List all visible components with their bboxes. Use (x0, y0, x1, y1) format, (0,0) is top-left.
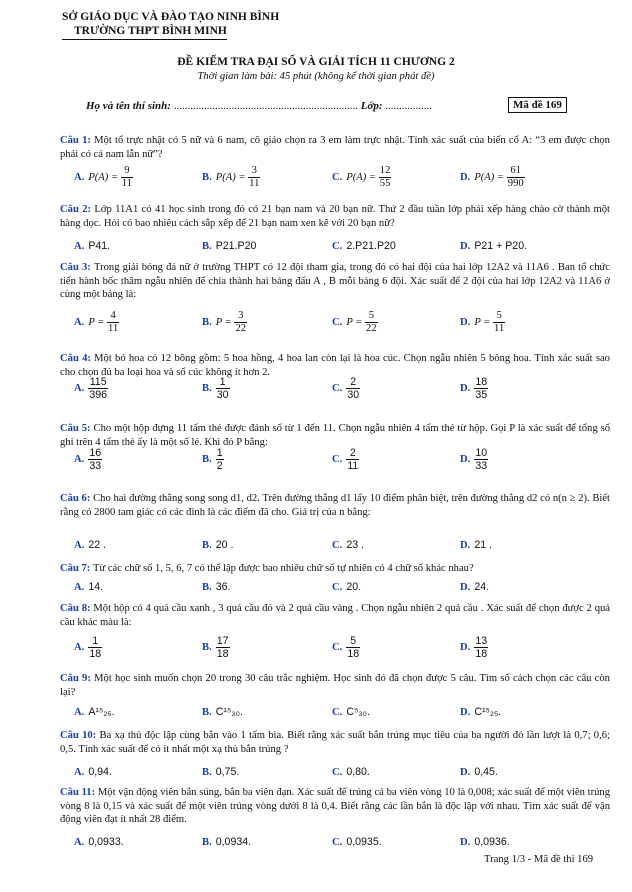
option-label: A. (74, 382, 85, 394)
answer-option-c[interactable] (332, 310, 378, 335)
option-label: A. (74, 837, 85, 848)
answer-option-a[interactable] (74, 376, 108, 401)
option-text: C⁵₃₀. (346, 706, 371, 718)
option-label: A. (74, 767, 85, 778)
fraction (474, 635, 488, 660)
answer-option-d[interactable] (460, 165, 525, 190)
option-label: B. (202, 837, 212, 848)
answer-options (60, 165, 610, 190)
fraction (493, 310, 505, 335)
option-label: D. (460, 641, 471, 653)
numerator: 1 (216, 447, 223, 459)
option-label: D. (460, 382, 471, 394)
option-label: C. (332, 707, 343, 718)
option-label: D. (460, 837, 471, 848)
question-number: Câu 7: (60, 563, 93, 574)
answer-options (60, 230, 610, 252)
option-prefix: P(A) = (346, 171, 379, 183)
name-field: ................................................................... (173, 100, 358, 112)
option-text: P21 + P20. (474, 240, 528, 252)
school-name: TRƯỜNG THPT BÌNH MINH (62, 24, 227, 40)
option-label: A. (74, 171, 85, 183)
answer-option-a[interactable] (74, 706, 115, 718)
denominator: 30 (216, 389, 229, 401)
denominator: 11 (347, 460, 359, 472)
fraction (234, 310, 247, 335)
numerator: 2 (350, 376, 357, 388)
question-number: Câu 1: (60, 135, 95, 146)
option-label: D. (460, 767, 471, 778)
numerator: 3 (238, 310, 244, 321)
answer-option-a[interactable] (74, 447, 102, 472)
question-8 (60, 602, 610, 629)
option-label: B. (202, 316, 212, 328)
question-number: Câu 5: (60, 423, 94, 434)
option-text: 0,0934. (215, 836, 252, 848)
class-label: Lớp: (360, 100, 383, 112)
option-text: 0,0936. (474, 836, 510, 848)
answer-option-c[interactable] (332, 635, 360, 660)
question-text: Cho một hộp đựng 11 tấm thẻ được đánh số từ 1 đến 11. Chọn ngẫu nhiên 4 tấm thẻ từ hộp. Gọi P là xác suất để tổng số ghi trên 4 tấm thẻ ấy là một số lẻ. Khi đó P bằng: (60, 423, 610, 448)
numerator: 10 (475, 447, 488, 459)
numerator: 1 (92, 635, 99, 647)
option-label: B. (202, 767, 212, 778)
option-label: A. (74, 540, 85, 551)
page-footer: Trang 1/3 - Mã đề thi 169 (484, 854, 594, 865)
answer-options (60, 310, 610, 335)
numerator: 115 (89, 376, 107, 388)
denominator: 55 (379, 178, 391, 189)
denominator: 990 (507, 178, 524, 189)
denominator: 11 (108, 323, 119, 334)
fraction (346, 447, 359, 472)
answer-options (60, 696, 610, 718)
answer-option-d[interactable] (460, 447, 488, 472)
option-text: 20 . (215, 539, 234, 551)
question-number: Câu 11: (60, 787, 98, 798)
option-label: D. (460, 582, 471, 593)
answer-option-d[interactable] (460, 310, 505, 335)
option-label: B. (202, 241, 212, 252)
denominator: 18 (347, 648, 360, 660)
numerator: 16 (89, 447, 102, 459)
denominator: 30 (347, 389, 360, 401)
answer-option-b[interactable] (202, 766, 239, 778)
answer-option-d[interactable] (460, 581, 489, 593)
answer-option-d[interactable] (460, 635, 488, 660)
option-label: B. (202, 453, 212, 465)
answer-option-a[interactable] (74, 240, 110, 252)
option-label: A. (74, 582, 85, 593)
answer-options (60, 529, 610, 551)
answer-option-b[interactable] (202, 376, 230, 401)
option-label: A. (74, 241, 85, 252)
option-text: 0,80. (346, 766, 370, 778)
question-11 (60, 786, 610, 827)
fraction (346, 376, 360, 401)
option-label: D. (460, 540, 471, 551)
numerator: 3 (251, 165, 257, 176)
question-text: Cho hai đường thẳng song song d1, d2. Trên đường thẳng d1 lấy 10 điểm phân biệt, trên đường thẳng d2 có n(n ≥ 2). Biết rằng có 2800 tam giác có các đỉnh là các điểm đã cho. Giá trị của n bằng: (60, 493, 610, 518)
denominator: 22 (366, 323, 377, 334)
option-label: C. (332, 641, 343, 653)
option-label: C. (332, 241, 343, 252)
answer-option-b[interactable] (202, 165, 260, 190)
answer-option-a[interactable] (74, 836, 124, 848)
option-label: C. (332, 171, 343, 183)
fraction (107, 310, 119, 335)
option-label: C. (332, 316, 343, 328)
exam-subtitle: Thời gian làm bài: 45 phút (không kể thời gian phát đề) (197, 71, 435, 82)
exam-title: ĐỀ KIỂM TRA ĐẠI SỐ VÀ GIẢI TÍCH 11 CHƯƠNG 2 (177, 56, 455, 68)
question-6 (60, 492, 610, 519)
header (62, 10, 279, 40)
answer-option-d[interactable] (460, 240, 527, 252)
option-label: B. (202, 582, 212, 593)
option-label: D. (460, 707, 471, 718)
option-label: A. (74, 707, 85, 718)
question-text: Trong giải bóng đá nữ ở trường THPT có 12 đội tham gia, trong đó có hai đội của hai lớp 12A2 và 11A6 . Ban tổ chức tiến hành bốc thăm ngẫu nhiên để chia thành hai bảng đấu A , B mỗi bảng 6 đội. Xác suất để 2 đội của hai lớp 12A2 và 11A6 ở cùng một bảng là: (60, 262, 611, 300)
answer-option-a[interactable] (74, 581, 103, 593)
numerator: 1 (219, 376, 226, 388)
fraction (248, 165, 260, 190)
option-label: C. (332, 767, 343, 778)
answer-option-a[interactable] (74, 165, 133, 190)
answer-option-a[interactable] (74, 539, 106, 551)
dept-name: SỞ GIÁO DỤC VÀ ĐÀO TẠO NINH BÌNH (62, 11, 280, 23)
denominator: 33 (475, 460, 488, 472)
answer-option-c[interactable] (332, 447, 359, 472)
option-label: C. (332, 382, 343, 394)
answer-options (60, 756, 610, 778)
name-label: Họ và tên thí sinh: (86, 100, 171, 112)
fraction (379, 165, 392, 190)
denominator: 22 (235, 323, 247, 334)
answer-option-d[interactable] (460, 539, 492, 551)
fraction (88, 376, 108, 401)
option-label: B. (202, 171, 212, 183)
denominator: 18 (216, 648, 229, 660)
question-text: Một vận động viên bắn súng, bắn ba viên đạn. Xác suất để trúng cả ba viên vòng 10 là 0,008; xác suất để một viên trúng vòng 8 là 0,15 và xác suất để một viên trúng vòng dưới 8 là 0,4. Biết rằng các lần bắn là độc lập với nhau. Tìm xác suất để vận động viên đạt ít nhất 28 điểm. (60, 787, 610, 825)
option-text: 0,0933. (88, 836, 124, 848)
option-label: D. (460, 316, 471, 328)
answer-option-b[interactable] (202, 539, 233, 551)
question-number: Câu 3: (60, 262, 94, 273)
answer-option-b[interactable] (202, 706, 243, 718)
denominator: 18 (475, 648, 488, 660)
numerator: 2 (349, 447, 356, 459)
question-number: Câu 4: (60, 353, 95, 364)
numerator: 12 (379, 165, 391, 176)
fraction (216, 376, 230, 401)
answer-option-c[interactable] (332, 706, 370, 718)
question-4 (60, 352, 610, 379)
question-1 (60, 134, 610, 161)
option-label: C. (332, 540, 343, 551)
question-text: Một học sinh muốn chọn 20 trong 30 câu trắc nghiệm. Học sinh đó đã chọn được 5 câu. Tìm số cách chọn các câu còn lại? (60, 673, 610, 698)
denominator: 33 (89, 460, 102, 472)
answer-option-c[interactable] (332, 836, 382, 848)
option-text: P41. (88, 240, 111, 252)
question-number: Câu 9: (60, 673, 95, 684)
answer-option-b[interactable] (202, 635, 230, 660)
answer-option-b[interactable] (202, 310, 247, 335)
question-text: Ba xạ thủ độc lập cùng bắn vào 1 tấm bia. Biết rằng xác suất bắn trúng mục tiêu của ba người đó lần lượt là 0,7; 0,6; 0,5. Tính xác suất để có ít nhất một xạ thủ bắn trúng ? (60, 730, 610, 755)
option-text: 21 . (474, 539, 492, 551)
question-text: Một bó hoa có 12 bông gồm: 5 hoa hồng, 4 hoa lan còn lại là hoa cúc. Chọn ngẫu nhiên 5 bông hoa. Tính xác suất sao cho chọn đủ ba loại hoa và số cúc không ít hơn 2. (60, 353, 610, 378)
answer-option-c[interactable] (332, 539, 364, 551)
class-field: ................. (385, 100, 433, 112)
option-text: 0,0935. (346, 836, 382, 848)
fraction (216, 635, 230, 660)
option-label: D. (460, 241, 471, 252)
answer-option-d[interactable] (460, 706, 501, 718)
option-text: 14. (88, 581, 104, 593)
answer-options (60, 571, 610, 593)
answer-option-b[interactable] (202, 836, 251, 848)
question-9 (60, 672, 610, 699)
option-label: C. (332, 582, 343, 593)
option-text: C¹⁵₂₅. (474, 706, 502, 718)
answer-option-c[interactable] (332, 376, 360, 401)
question-number: Câu 8: (60, 603, 94, 614)
fraction (365, 310, 378, 335)
exam-code-box: Mã đề 169 (508, 97, 567, 113)
option-label: B. (202, 707, 212, 718)
answer-options (60, 826, 610, 848)
numerator: 17 (216, 635, 229, 647)
option-text: 0,94. (88, 766, 112, 778)
fraction (474, 447, 488, 472)
fraction (346, 635, 360, 660)
option-label: D. (460, 171, 471, 183)
answer-option-a[interactable] (74, 310, 119, 335)
answer-options (60, 376, 610, 401)
option-text: 36. (215, 581, 231, 593)
fraction (474, 376, 488, 401)
numerator: 5 (368, 310, 374, 321)
option-prefix: P = (88, 316, 108, 328)
option-text: P21.P20 (215, 240, 257, 252)
question-number: Câu 6: (60, 493, 94, 504)
fraction (121, 165, 133, 190)
option-label: C. (332, 837, 343, 848)
question-number: Câu 2: (60, 204, 95, 215)
question-text: Một hộp có 4 quả cầu xanh , 3 quả cầu đỏ và 2 quả cầu vàng . Chọn ngẫu nhiên 2 quả cầu . Xác suất để chọn được 2 quả cầu khác màu là: (60, 603, 610, 628)
option-label: B. (202, 382, 212, 394)
numerator: 61 (510, 165, 521, 176)
option-text: 0,75. (215, 766, 240, 778)
answer-options (60, 447, 610, 472)
option-text: A¹⁵₂₅. (88, 706, 115, 718)
option-label: A. (74, 641, 85, 653)
numerator: 4 (110, 310, 116, 321)
answer-option-b[interactable] (202, 581, 230, 593)
option-text: C¹⁵₃₀. (215, 706, 243, 718)
option-prefix: P = (346, 316, 366, 328)
option-label: A. (74, 316, 85, 328)
denominator: 11 (121, 178, 132, 189)
option-label: C. (332, 453, 343, 465)
numerator: 18 (475, 376, 488, 388)
question-text: Từ các chữ số 1, 5, 6, 7 có thể lập được bao nhiêu chữ số tự nhiên có 4 chữ số khác nhau? (92, 563, 474, 574)
option-prefix: P = (474, 316, 494, 328)
answer-option-d[interactable] (460, 766, 498, 778)
numerator: 5 (496, 310, 502, 321)
student-info-line (86, 100, 432, 112)
option-prefix: P(A) = (474, 171, 507, 183)
answer-option-a[interactable] (74, 766, 112, 778)
question-3 (60, 261, 610, 302)
answer-option-a[interactable] (74, 635, 102, 660)
fraction (507, 165, 525, 190)
answer-option-d[interactable] (460, 376, 488, 401)
fraction (88, 635, 102, 660)
answer-option-c[interactable] (332, 165, 391, 190)
option-text: 22 . (88, 539, 106, 551)
question-number: Câu 10: (60, 730, 100, 741)
answer-options (60, 635, 610, 660)
option-text: 24. (474, 581, 490, 593)
answer-option-d[interactable] (460, 836, 510, 848)
denominator: 18 (89, 648, 102, 660)
question-10 (60, 729, 610, 756)
option-label: A. (74, 453, 85, 465)
numerator: 13 (475, 635, 488, 647)
answer-option-b[interactable] (202, 240, 256, 252)
denominator: 11 (494, 323, 505, 334)
answer-option-c[interactable] (332, 581, 361, 593)
denominator: 11 (249, 178, 260, 189)
answer-option-b[interactable] (202, 447, 224, 472)
option-text: 20. (346, 581, 362, 593)
option-label: B. (202, 540, 212, 551)
question-5 (60, 422, 610, 449)
fraction (88, 447, 102, 472)
question-2 (60, 203, 610, 230)
option-text: 0,45. (474, 766, 498, 778)
option-label: B. (202, 641, 212, 653)
option-text: 23 . (346, 539, 364, 551)
denominator: 2 (216, 460, 223, 472)
answer-option-c[interactable] (332, 240, 396, 252)
question-text: Lớp 11A1 có 41 học sinh trong đó có 21 bạn nam và 20 bạn nữ. Thứ 2 đầu tuần lớp phải xếp hàng chào cờ thành một hàng dọc. Hỏi có bao nhiêu cách sắp xếp để 21 bạn nam xen kẽ với 20 bạn nữ? (60, 204, 610, 229)
denominator: 396 (89, 389, 107, 401)
question-text: Một tổ trực nhật có 5 nữ và 6 nam, cô giáo chọn ra 3 em làm trực nhật. Tính xác suất của biến cố A: “3 em được chọn phải có cả nam lẫn nữ”? (60, 135, 610, 160)
option-prefix: P = (215, 316, 235, 328)
answer-option-c[interactable] (332, 766, 370, 778)
option-prefix: P(A) = (88, 171, 121, 183)
fraction (216, 447, 224, 472)
denominator: 35 (475, 389, 488, 401)
numerator: 5 (350, 635, 357, 647)
option-label: D. (460, 453, 471, 465)
option-text: 2.P21.P20 (346, 240, 396, 252)
option-prefix: P(A) = (215, 171, 249, 183)
numerator: 9 (124, 165, 130, 176)
